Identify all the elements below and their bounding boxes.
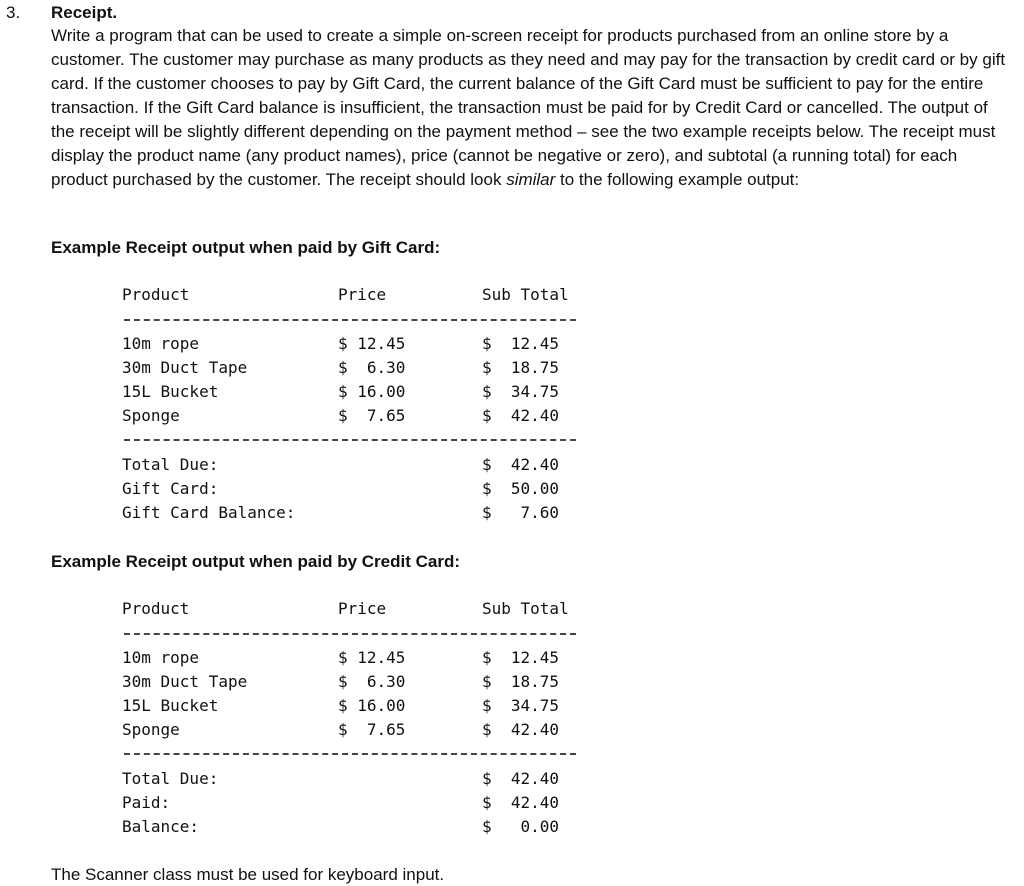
footer-note: The Scanner class must be used for keyboard input. <box>51 865 445 884</box>
description-end: to the following example output: <box>555 170 800 189</box>
item-subtotal: $ 34.75 <box>482 696 560 715</box>
item-price: $ 6.30 <box>338 672 406 691</box>
question-number: 3. <box>6 3 21 22</box>
summary-label: Total Due: <box>122 455 219 474</box>
description-start: Write a program that can be used to create a simple on-screen receipt for products purchased from an online store by a customer. The customer may purchase as many products as they need and may pay for the transaction by credit card or by gift card. If the customer chooses to pay by Gift Card, the current balance of the Gift Card must be sufficient to pay for the entire transaction. If the Gift Card balance is insufficient, the transaction must be paid for by Credit Card or cancelled. The output of the receipt will be slightly different depending on the payment method – see the two example receipts below. The receipt must display the product name (any product names), price (cannot be negative or zero), and subtotal (a running total) for each product purchased by the customer. The receipt should look <box>51 26 1006 189</box>
question-block <box>51 2 1011 192</box>
receipt-item-row <box>122 648 582 670</box>
item-price: $ 12.45 <box>338 648 406 667</box>
item-price: $ 7.65 <box>338 720 406 739</box>
receipt-item-row <box>122 720 582 742</box>
dashed-divider <box>124 319 576 321</box>
item-subtotal: $ 12.45 <box>482 334 560 353</box>
header-subtotal: Sub Total <box>482 285 569 304</box>
receipt-header-row <box>122 599 582 621</box>
summary-value: $ 7.60 <box>482 503 560 522</box>
summary-label: Balance: <box>122 817 200 836</box>
item-price: $ 7.65 <box>338 406 406 425</box>
header-product: Product <box>122 285 190 304</box>
item-subtotal: $ 42.40 <box>482 720 560 739</box>
receipt-item-row <box>122 696 582 718</box>
receipt-header-row <box>122 285 582 307</box>
example-gift-card-title: Example Receipt output when paid by Gift Card: <box>51 238 441 257</box>
receipt-item-row <box>122 382 582 404</box>
item-product: 15L Bucket <box>122 382 219 401</box>
item-product: 15L Bucket <box>122 696 219 715</box>
receipt-item-row <box>122 406 582 428</box>
summary-label: Gift Card: <box>122 479 219 498</box>
receipt-summary-row <box>122 817 582 839</box>
header-price: Price <box>338 599 387 618</box>
item-subtotal: $ 34.75 <box>482 382 560 401</box>
summary-label: Paid: <box>122 793 171 812</box>
dashed-divider <box>124 753 576 755</box>
receipt-item-row <box>122 358 582 380</box>
dashed-divider <box>124 439 576 441</box>
header-price: Price <box>338 285 387 304</box>
summary-value: $ 42.40 <box>482 793 560 812</box>
item-price: $ 6.30 <box>338 358 406 377</box>
summary-value: $ 42.40 <box>482 769 560 788</box>
item-price: $ 16.00 <box>338 696 406 715</box>
item-product: 10m rope <box>122 334 200 353</box>
receipt-item-row <box>122 672 582 694</box>
header-subtotal: Sub Total <box>482 599 569 618</box>
question-title: Receipt. <box>51 3 118 22</box>
receipt-item-row <box>122 334 582 356</box>
summary-value: $ 50.00 <box>482 479 560 498</box>
summary-label: Gift Card Balance: <box>122 503 296 522</box>
example-credit-card-title: Example Receipt output when paid by Credit Card: <box>51 552 460 571</box>
item-product: 10m rope <box>122 648 200 667</box>
summary-label: Total Due: <box>122 769 219 788</box>
description-emphasis: similar <box>506 170 556 189</box>
summary-value: $ 42.40 <box>482 455 560 474</box>
item-product: 30m Duct Tape <box>122 672 248 691</box>
item-product: 30m Duct Tape <box>122 358 248 377</box>
question-description <box>51 24 1011 192</box>
item-product: Sponge <box>122 406 180 425</box>
receipt-summary-row <box>122 479 582 501</box>
item-subtotal: $ 12.45 <box>482 648 560 667</box>
summary-value: $ 0.00 <box>482 817 560 836</box>
receipt-summary-row <box>122 793 582 815</box>
receipt-summary-row <box>122 769 582 791</box>
dashed-divider <box>124 633 576 635</box>
item-subtotal: $ 42.40 <box>482 406 560 425</box>
receipt-summary-row <box>122 503 582 525</box>
receipt-summary-row <box>122 455 582 477</box>
item-subtotal: $ 18.75 <box>482 358 560 377</box>
item-subtotal: $ 18.75 <box>482 672 560 691</box>
header-product: Product <box>122 599 190 618</box>
item-product: Sponge <box>122 720 180 739</box>
item-price: $ 16.00 <box>338 382 406 401</box>
item-price: $ 12.45 <box>338 334 406 353</box>
